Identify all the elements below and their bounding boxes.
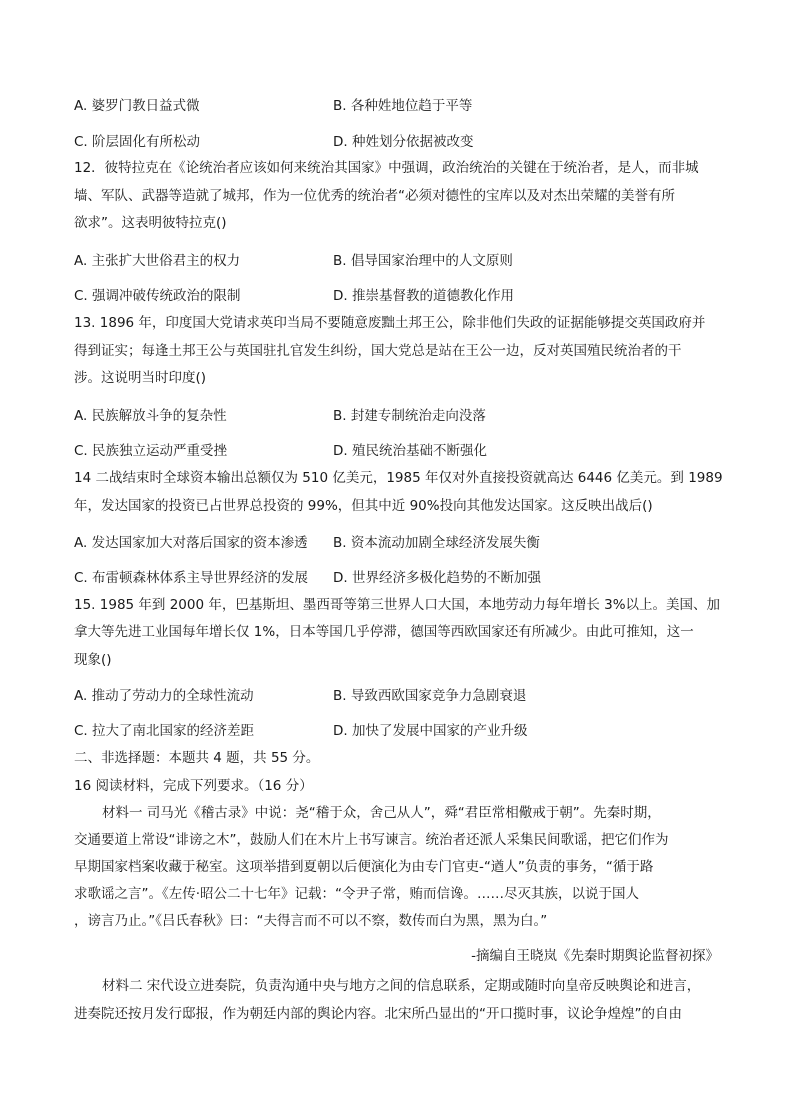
q13-option-c: C. 民族独立运动严重受挫	[74, 443, 228, 459]
q13-option-b: B. 封建专制统治走向没落	[333, 408, 486, 424]
material1-line-3: 早期国家档案收藏于秘室。这项举措到夏朝以后便演化为由专门官吏-“遒人”负责的事务，“循于路	[74, 859, 654, 875]
q12-option-c: C. 强调冲破传统政治的限制	[74, 288, 241, 304]
q15-stem-line-2: 拿大等先进工业国每年增长仅 1%，日本等国几乎停滞，德国等西欧国家还有所减少。由此可推知，这一	[74, 624, 694, 640]
q13-stem-line-2: 得到证实；每逢土邦王公与英国驻扎官发生纠纷，国大党总是站在王公一边，反对英国殖民统治者的干	[74, 343, 682, 359]
q12-stem-line-3: 欲求”。这表明彼特拉克()	[74, 215, 227, 231]
q15-option-b: B. 导致西欧国家竞争力急剧衰退	[333, 688, 527, 704]
q12-option-a: A. 主张扩大世俗君主的权力	[74, 253, 241, 269]
q12-stem-line-1: 12．彼特拉克在《论统治者应该如何来统治其国家》中强调，政治统治的关键在于统治者，是人，而非城	[74, 160, 699, 176]
q11-option-d: D. 种姓划分依据被改变	[333, 134, 474, 150]
q15-stem-line-3: 现象()	[74, 652, 112, 668]
q14-option-d: D. 世界经济多极化趋势的不断加强	[333, 570, 541, 586]
q16-heading: 16 阅读材料，完成下列要求。（16 分）	[74, 778, 313, 794]
material1-line-4: 求歌谣之言”。《左传·昭公二十七年》记载：“令尹子常，贿而信谗。……尽灭其族，以说于国人	[74, 886, 640, 902]
q11-option-a: A. 婆罗门教日益式微	[74, 98, 200, 114]
q15-option-c: C. 拉大了南北国家的经济差距	[74, 723, 255, 739]
q11-option-c: C. 阶层固化有所松动	[74, 134, 201, 150]
material1-source: -摘编自王晓岚《先秦时期舆论监督初探》	[471, 948, 719, 964]
section-2-heading: 二、非选择题：本题共 4 题，共 55 分。	[74, 750, 320, 766]
material2-line-1: 材料二 宋代设立进奏院，负责沟通中央与地方之间的信息联系，定期或随时向皇帝反映舆论和进言，	[102, 978, 701, 994]
q14-option-a: A. 发达国家加大对落后国家的资本渗透	[74, 535, 308, 551]
q12-option-b: B. 倡导国家治理中的人文原则	[333, 253, 513, 269]
q14-stem-line-2: 年，发达国家的投资已占世界总投资的 99%，但其中近 90%投向其他发达国家。这反映出战后()	[74, 498, 653, 514]
material1-line-1: 材料一 司马光《稽古录》中说：尧“稽于众，舍己从人”，舜“君臣常相儆戒于朝”。先秦时期，	[102, 805, 661, 821]
q11-option-b: B. 各种姓地位趋于平等	[333, 98, 473, 114]
material2-line-2: 进奏院还按月发行邸报，作为朝廷内部的舆论内容。北宋所凸显出的“开口揽时事，议论争煌煌”的自由	[74, 1006, 682, 1022]
q13-stem-line-1: 13. 1896 年，印度国大党请求英印当局不要随意废黜土邦王公，除非他们失政的证据能够提交英国政府并	[74, 315, 706, 331]
q14-option-b: B. 资本流动加剧全球经济发展失衡	[333, 535, 540, 551]
q14-stem-line-1: 14 二战结束时全球资本输出总额仅为 510 亿美元，1985 年仅对外直接投资就高达 6446 亿美元。到 1989	[74, 470, 723, 486]
q15-stem-line-1: 15. 1985 年到 2000 年，巴基斯坦、墨西哥等第三世界人口大国，本地劳动力每年增长 3%以上。美国、加	[74, 597, 721, 613]
q15-option-a: A. 推动了劳动力的全球性流动	[74, 688, 254, 704]
q15-option-d: D. 加快了发展中国家的产业升级	[333, 723, 528, 739]
q12-stem-line-2: 墙、军队、武器等造就了城邦，作为一位优秀的统治者“必须对德性的宝库以及对杰出荣耀的美誉有所	[74, 188, 675, 204]
q12-option-d: D. 推崇基督教的道德教化作用	[333, 288, 514, 304]
q13-stem-line-3: 涉。这说明当时印度()	[74, 370, 207, 386]
q13-option-d: D. 殖民统治基础不断强化	[333, 443, 487, 459]
q14-option-c: C. 布雷顿森林体系主导世界经济的发展	[74, 570, 309, 586]
material1-line-2: 交通要道上常设“诽谤之木”，鼓励人们在木片上书写谏言。统治者还派人采集民间歌谣，把它们作为	[74, 832, 669, 848]
q13-option-a: A. 民族解放斗争的复杂性	[74, 408, 227, 424]
material1-line-5: ，谤言乃止。”《吕氏春秋》曰：“夫得言而不可以不察，数传而白为黑，黑为白。”	[74, 913, 548, 929]
